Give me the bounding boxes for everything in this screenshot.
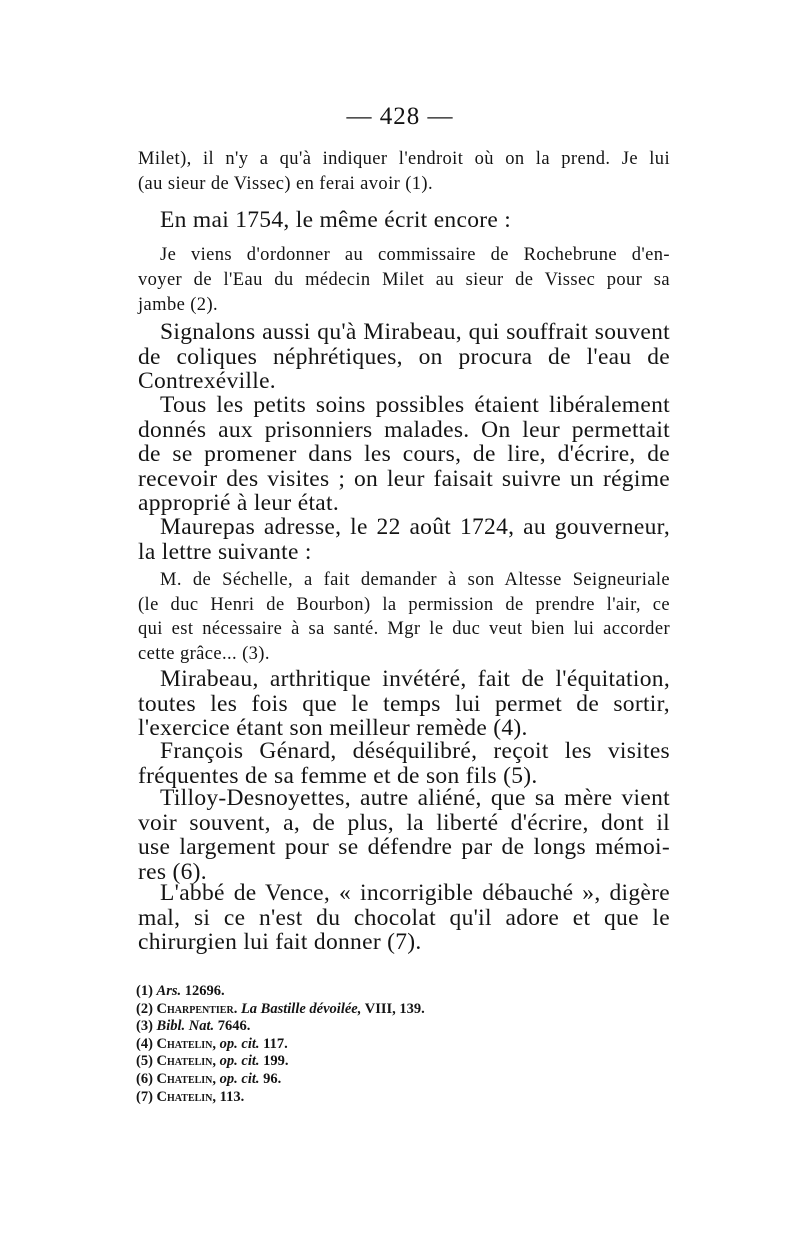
- text-line: (au sieur de Vissec) en ferai avoir (1).: [138, 174, 434, 194]
- footnotes: [136, 983, 556, 1106]
- footnote: [136, 1071, 556, 1089]
- text-line: François Génard, déséquilibré, reçoit les visites: [160, 738, 670, 764]
- text-line: fréquentes de sa femme et de son fils (5).: [138, 762, 538, 789]
- footnote: [136, 1053, 556, 1071]
- footnote: [136, 1089, 556, 1107]
- paragraph: [138, 515, 670, 564]
- text-line: res (6).: [138, 858, 207, 885]
- text-line: Contrexéville.: [138, 368, 276, 395]
- paragraph: [138, 320, 670, 394]
- footnote-number: (3): [136, 1018, 153, 1035]
- paragraph: [138, 393, 670, 516]
- footnote-title: op. cit.: [216, 1035, 260, 1052]
- footnote-author: Chatelin,: [156, 1070, 217, 1087]
- text-line: Signalons aussi qu'à Mirabeau, qui souffrait souvent: [160, 319, 670, 345]
- text-line: de coliques néphrétiques, on procura de l'eau de: [138, 343, 670, 370]
- text-line: Tous les petits soins possibles étaient libéralement: [160, 392, 670, 418]
- footnote-number: (5): [136, 1053, 153, 1070]
- text-line: voyer de l'Eau du médecin Milet au sieur de Vissec pour sa: [138, 270, 670, 290]
- paragraph: [138, 881, 670, 955]
- footnote-number: (7): [136, 1088, 153, 1105]
- footnote-ref: 96.: [259, 1070, 282, 1087]
- text-line: la lettre suivante :: [138, 538, 312, 565]
- paragraph: [138, 667, 670, 741]
- footnote-title: Ars.: [156, 983, 182, 999]
- text-line: de se promener dans les cours, de lire, d'écrire, de: [138, 441, 670, 468]
- text-line: Milet), il n'y a qu'à indiquer l'endroit où on la prend. Je lui: [138, 149, 670, 169]
- footnote-ref: VIII, 139.: [361, 1000, 425, 1017]
- text-line: Tilloy-Desnoyettes, autre aliéné, que sa mère vient: [160, 785, 670, 811]
- text-line: chirurgien lui fait donner (7).: [138, 929, 422, 956]
- footnote: [136, 1001, 556, 1019]
- text-line: M. de Séchelle, a fait demander à son Altesse Seigneuriale: [160, 570, 670, 590]
- footnote-ref: 7646.: [214, 1018, 251, 1035]
- footnote-ref: 113.: [216, 1088, 245, 1105]
- text-line: toutes les fois que le temps lui permet de sortir,: [138, 690, 670, 717]
- footnote-ref: 117.: [259, 1035, 288, 1052]
- quotation: [138, 243, 670, 318]
- footnote: [136, 1036, 556, 1054]
- text-line: use largement pour se défendre par de longs mémoi-: [138, 834, 670, 861]
- footnote-author: Chatelin,: [156, 1035, 217, 1052]
- text-line: mal, si ce n'est du chocolat qu'il adore et que le: [138, 904, 670, 931]
- footnote-title: op. cit.: [216, 1053, 260, 1070]
- text-line: recevoir des visites ; on leur faisait suivre un régime: [138, 465, 670, 492]
- footnote-ref: 12696.: [181, 983, 225, 999]
- text-line: approprié à leur état.: [138, 490, 340, 517]
- text-line: qui est nécessaire à sa santé. Mgr le duc veut bien lui accorder: [138, 619, 670, 639]
- paragraph-continued: [138, 147, 670, 197]
- text-line: Mirabeau, arthritique invétéré, fait de l'équitation,: [160, 666, 670, 692]
- text-line: donnés aux prisonniers malades. On leur permettait: [138, 416, 670, 443]
- footnote-number: (2): [136, 1000, 153, 1017]
- text-line: L'abbé de Vence, « incorrigible débauché », digère: [160, 880, 670, 906]
- footnote-number: (4): [136, 1035, 153, 1052]
- text-line: cette grâce... (3).: [138, 643, 270, 664]
- quotation: [138, 568, 670, 666]
- text-line: Je viens d'ordonner au commissaire de Rochebrune d'en-: [160, 245, 670, 265]
- paragraph: [160, 208, 670, 233]
- text-line: voir souvent, a, de plus, la liberté d'écrire, dont il: [138, 809, 670, 836]
- text-line: (le duc Henri de Bourbon) la permission de prendre l'air, ce: [138, 594, 670, 615]
- footnote: [136, 983, 556, 1001]
- footnote-author: Chatelin,: [156, 1088, 217, 1105]
- text-line: En mai 1754, le même écrit encore :: [160, 207, 512, 233]
- page-number: — 428 —: [346, 103, 454, 130]
- footnote-author: Chatelin,: [156, 1053, 217, 1070]
- paragraph: [138, 786, 670, 884]
- text-line: Maurepas adresse, le 22 août 1724, au gouverneur,: [160, 514, 670, 540]
- footnote-ref: 199.: [259, 1053, 289, 1070]
- footnote-author: Charpentier.: [156, 1000, 238, 1017]
- text-line: l'exercice étant son meilleur remède (4).: [138, 715, 528, 742]
- footnote-title: Bibl. Nat.: [156, 1018, 215, 1035]
- footnote-title: La Bastille dévoilée,: [237, 1000, 362, 1017]
- footnote: [136, 1018, 556, 1036]
- footnote-number: (6): [136, 1070, 153, 1087]
- text-line: jambe (2).: [138, 295, 219, 315]
- footnote-title: op. cit.: [216, 1070, 260, 1087]
- footnote-number: (1): [136, 983, 153, 999]
- paragraph: [138, 739, 670, 788]
